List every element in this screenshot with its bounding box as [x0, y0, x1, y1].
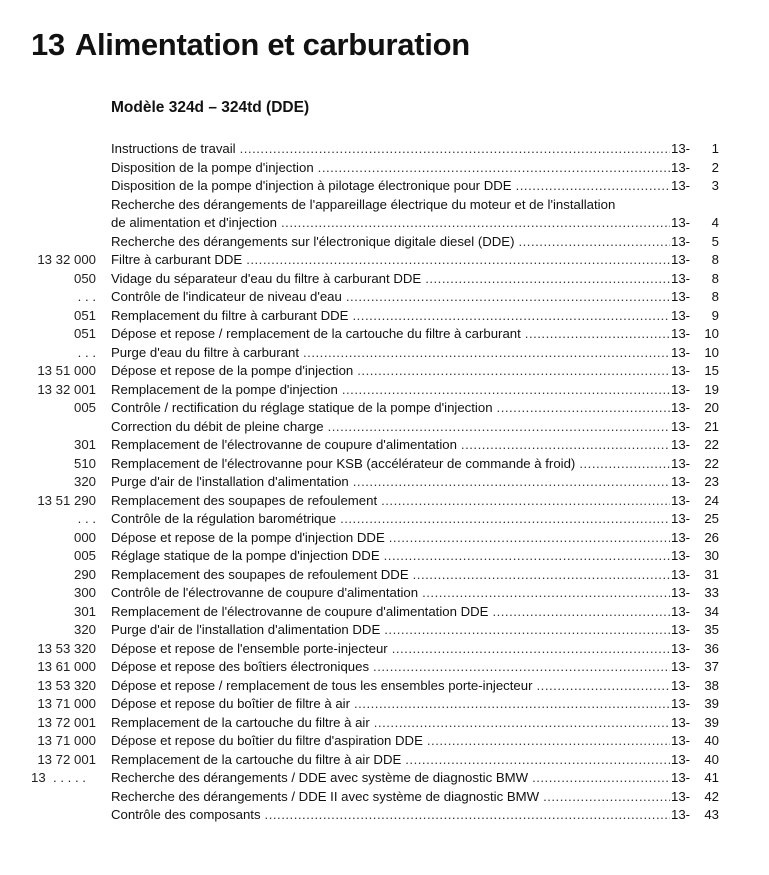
toc-dot-leader [492, 603, 670, 622]
toc-page-prefix: 13- [671, 289, 691, 304]
toc-entry-link[interactable] [111, 233, 670, 252]
toc-dot-leader [516, 177, 670, 196]
toc-dot-leader [357, 362, 670, 381]
toc-dot-leader [381, 492, 670, 511]
toc-row [0, 362, 769, 381]
toc-entry-label: Correction du débit de pleine charge [111, 418, 328, 437]
toc-page-number[interactable]: 39 [704, 696, 719, 711]
toc-page-prefix: 13- [671, 215, 691, 230]
toc-page-number[interactable]: 3 [711, 178, 719, 193]
toc-page-number[interactable]: 42 [704, 788, 719, 804]
toc-page-number[interactable]: 23 [704, 474, 719, 489]
toc-page-number[interactable]: 31 [704, 566, 719, 582]
toc-row [0, 732, 769, 751]
toc-row [0, 381, 769, 400]
toc-entry-label: Remplacement de la cartouche du filtre à air [111, 714, 374, 733]
toc-row [0, 529, 769, 548]
toc-page-prefix: 13- [671, 566, 691, 582]
toc-page-prefix: 13- [671, 733, 691, 748]
toc-entry-link[interactable] [111, 492, 670, 511]
toc-entry-label: Filtre à carburant DDE [111, 251, 246, 270]
toc-entry-link[interactable] [111, 603, 670, 622]
toc-page-prefix: 13- [671, 344, 691, 360]
toc-dot-leader [265, 806, 670, 825]
chapter-title-text: Alimentation et carburation [74, 27, 470, 62]
toc-page-number[interactable]: 9 [711, 307, 719, 323]
toc-dot-leader [340, 510, 670, 529]
toc-row [0, 140, 769, 159]
toc-dot-leader [497, 399, 670, 418]
toc-operation-code: 13 53 320 [37, 677, 96, 693]
toc-entry-link[interactable] [111, 751, 670, 770]
toc-page-number[interactable]: 38 [704, 677, 719, 693]
toc-entry-link[interactable] [111, 769, 670, 788]
toc-entry-label: Purge d'air de l'installation d'alimentation [111, 473, 353, 492]
toc-dot-leader [543, 788, 670, 807]
toc-page-number[interactable]: 37 [704, 659, 719, 674]
toc-entry-label: Remplacement des soupapes de refoulement [111, 492, 381, 511]
toc-row [0, 418, 769, 437]
toc-entry-link[interactable] [111, 140, 670, 159]
toc-row [0, 159, 769, 178]
toc-page-number[interactable]: 8 [711, 252, 719, 267]
toc-page-prefix: 13- [671, 141, 691, 156]
toc-operation-code: 13 . . . . . [31, 770, 86, 785]
toc-entry-label: Recherche des dérangements sur l'électronique digitale diesel (DDE) [111, 233, 518, 252]
toc-row [0, 233, 769, 252]
chapter-number: 13 [31, 27, 65, 62]
toc-page-prefix: 13- [671, 252, 691, 267]
toc-entry-label: Purge d'eau du filtre à carburant [111, 344, 303, 363]
toc-page-prefix: 13- [671, 511, 691, 526]
toc-row [0, 640, 769, 659]
toc-page-prefix: 13- [671, 307, 691, 323]
toc-page-prefix: 13- [671, 455, 691, 471]
toc-entry-link[interactable] [111, 344, 670, 363]
toc-dot-leader [619, 196, 670, 215]
toc-row [0, 584, 769, 603]
toc-entry-label: Dépose et repose du boîtier de filtre à air [111, 695, 354, 714]
toc-dot-leader [384, 547, 670, 566]
toc-dot-leader [346, 288, 670, 307]
toc-dot-leader [303, 344, 670, 363]
toc-page-prefix: 13- [671, 326, 691, 341]
toc-dot-leader [373, 658, 670, 677]
toc-page-number[interactable]: 41 [704, 770, 719, 785]
toc-page-prefix: 13- [671, 696, 691, 711]
toc-operation-code: 13 72 001 [37, 751, 96, 767]
toc-dot-leader [425, 270, 670, 289]
toc-dot-leader [352, 307, 670, 326]
toc-row [0, 621, 769, 640]
toc-operation-code: 320 [73, 474, 96, 489]
toc-dot-leader [427, 732, 670, 751]
toc-page-number[interactable]: 34 [704, 603, 719, 619]
toc-row [0, 251, 769, 270]
toc-operation-code: 510 [73, 455, 96, 471]
toc-entry-label: Contrôle / rectification du réglage statique de la pompe d'injection [111, 399, 497, 418]
toc-page-prefix: 13- [671, 363, 691, 378]
toc-entry-label: Vidage du séparateur d'eau du filtre à carburant DDE [111, 270, 425, 289]
toc-page-number[interactable]: 26 [704, 529, 719, 545]
toc-entry-label: de alimentation et d'injection [111, 214, 281, 233]
toc-dot-leader [579, 455, 670, 474]
toc-row [0, 677, 769, 696]
toc-entry-label: Contrôle de l'électrovanne de coupure d'alimentation [111, 584, 422, 603]
toc-entry-label: Dépose et repose du boîtier du filtre d'aspiration DDE [111, 732, 427, 751]
toc-operation-code: 051 [73, 326, 96, 341]
toc-operation-code: 051 [73, 307, 96, 323]
toc-entry-link[interactable] [111, 806, 670, 825]
toc-row [0, 325, 769, 344]
toc-page-prefix: 13- [671, 751, 691, 767]
toc-entry-label: Instructions de travail [111, 140, 240, 159]
toc-entry-label: Recherche des dérangements / DDE II avec système de diagnostic BMW [111, 788, 543, 807]
toc-page-prefix: 13- [671, 233, 691, 249]
toc-operation-code: 290 [73, 566, 96, 582]
toc-entry-label: Contrôle des composants [111, 806, 265, 825]
toc-entry-link[interactable] [111, 251, 670, 270]
toc-row [0, 769, 769, 788]
toc-entry-label: Dépose et repose / remplacement de la cartouche du filtre à carburant [111, 325, 525, 344]
toc-page-prefix: 13- [671, 418, 691, 434]
toc-page-prefix: 13- [671, 400, 691, 415]
toc-dot-leader [525, 325, 670, 344]
toc-page-prefix: 13- [671, 159, 691, 175]
toc-dot-leader [405, 751, 670, 770]
toc-page-number[interactable]: 20 [704, 400, 719, 415]
toc-entry-label: Dépose et repose de l'ensemble porte-injecteur [111, 640, 392, 659]
toc-entry-label: Recherche des dérangements de l'appareillage électrique du moteur et de l'installation [111, 196, 619, 215]
toc-entry-link[interactable] [111, 695, 670, 714]
toc-row [0, 788, 769, 807]
toc-entry-label: Remplacement du filtre à carburant DDE [111, 307, 352, 326]
toc-operation-code: 13 32 000 [37, 252, 96, 267]
toc-entry-link[interactable] [111, 288, 670, 307]
toc-dot-leader [392, 640, 670, 659]
toc-page-prefix: 13- [671, 640, 691, 656]
toc-row [0, 603, 769, 622]
toc-entry-label: Remplacement de l'électrovanne de coupure d'alimentation DDE [111, 603, 492, 622]
toc-page-number[interactable]: 10 [704, 326, 719, 341]
toc-page-prefix: 13- [671, 270, 691, 286]
toc-page-prefix: 13- [671, 659, 691, 674]
toc-row [0, 751, 769, 770]
toc-page-number[interactable]: 24 [704, 492, 719, 508]
toc-page-number[interactable]: 22 [704, 455, 719, 471]
toc-row [0, 658, 769, 677]
toc-entry-label: Dépose et repose de la pompe d'injection [111, 362, 357, 381]
toc-operation-code: . . . [77, 289, 96, 304]
toc-entry-link[interactable] [111, 640, 670, 659]
toc-page-prefix: 13- [671, 437, 691, 452]
toc-entry-label: Dépose et repose des boîtiers électroniques [111, 658, 373, 677]
toc-page-prefix: 13- [671, 770, 691, 785]
toc-entry-link[interactable] [111, 196, 670, 215]
toc-entry-link[interactable] [111, 473, 670, 492]
toc-entry-label: Recherche des dérangements / DDE avec système de diagnostic BMW [111, 769, 532, 788]
chapter-title [31, 27, 470, 63]
toc-entry-link[interactable] [111, 159, 670, 178]
toc-row [0, 455, 769, 474]
toc-operation-code: . . . [77, 511, 96, 526]
toc-entry-link[interactable] [111, 362, 670, 381]
toc-operation-code: 301 [73, 603, 96, 619]
toc-page-prefix: 13- [671, 474, 691, 489]
toc-page-prefix: 13- [671, 788, 691, 804]
toc-entry-link[interactable] [111, 270, 670, 289]
toc-row [0, 196, 769, 215]
toc-page-prefix: 13- [671, 603, 691, 619]
toc-entry-label: Disposition de la pompe d'injection [111, 159, 318, 178]
toc-row [0, 695, 769, 714]
table-of-contents [0, 140, 769, 825]
toc-page-number[interactable]: 30 [704, 548, 719, 563]
toc-row [0, 307, 769, 326]
toc-dot-leader [328, 418, 670, 437]
toc-page-number[interactable]: 25 [704, 511, 719, 526]
toc-entry-label: Dépose et repose de la pompe d'injection DDE [111, 529, 389, 548]
toc-entry-link[interactable] [111, 566, 670, 585]
toc-operation-code: 301 [73, 437, 96, 452]
toc-operation-code: 005 [73, 548, 96, 563]
toc-operation-code: 13 53 320 [37, 640, 96, 656]
toc-dot-leader [342, 381, 670, 400]
toc-entry-label: Disposition de la pompe d'injection à pilotage électronique pour DDE [111, 177, 516, 196]
toc-page-number[interactable]: 21 [704, 418, 719, 434]
toc-entry-link[interactable] [111, 584, 670, 603]
toc-row [0, 806, 769, 825]
toc-row [0, 344, 769, 363]
toc-page-number[interactable]: 15 [704, 363, 719, 378]
toc-page-number[interactable]: 33 [704, 585, 719, 600]
toc-dot-leader [384, 621, 670, 640]
toc-page-number[interactable]: 10 [704, 344, 719, 360]
toc-entry-link[interactable] [111, 177, 670, 196]
toc-row [0, 714, 769, 733]
toc-row [0, 547, 769, 566]
toc-entry-label: Contrôle de la régulation barométrique [111, 510, 340, 529]
toc-entry-link[interactable] [111, 307, 670, 326]
toc-dot-leader [353, 473, 670, 492]
toc-dot-leader [537, 677, 671, 696]
toc-operation-code: 13 32 001 [37, 381, 96, 397]
toc-entry-link[interactable] [111, 325, 670, 344]
toc-page-prefix: 13- [671, 677, 691, 693]
toc-entry-label: Remplacement de la pompe d'injection [111, 381, 342, 400]
toc-entry-link[interactable] [111, 214, 670, 233]
toc-entry-link[interactable] [111, 788, 670, 807]
toc-dot-leader [518, 233, 670, 252]
toc-page-prefix: 13- [671, 548, 691, 563]
toc-entry-label: Purge d'air de l'installation d'alimentation DDE [111, 621, 384, 640]
toc-row [0, 399, 769, 418]
toc-dot-leader [461, 436, 670, 455]
toc-entry-link[interactable] [111, 510, 670, 529]
toc-operation-code: 13 72 001 [37, 714, 96, 730]
toc-page-number[interactable]: 40 [704, 751, 719, 767]
toc-entry-label: Dépose et repose / remplacement de tous les ensembles porte-injecteur [111, 677, 537, 696]
toc-entry-label: Remplacement de l'électrovanne pour KSB (accélérateur de commande à froid) [111, 455, 579, 474]
toc-page-number[interactable]: 36 [704, 640, 719, 656]
toc-entry-link[interactable] [111, 621, 670, 640]
toc-page-number[interactable]: 1 [711, 141, 719, 156]
toc-page-prefix: 13- [671, 529, 691, 545]
toc-row [0, 492, 769, 511]
toc-entry-label: Réglage statique de la pompe d'injection DDE [111, 547, 384, 566]
toc-dot-leader [354, 695, 670, 714]
toc-dot-leader [532, 769, 670, 788]
toc-page-number[interactable]: 8 [711, 270, 719, 286]
toc-dot-leader [413, 566, 670, 585]
toc-entry-link[interactable] [111, 714, 670, 733]
toc-page-prefix: 13- [671, 178, 691, 193]
toc-page-number[interactable]: 19 [704, 381, 719, 397]
toc-dot-leader [281, 214, 670, 233]
toc-dot-leader [318, 159, 670, 178]
toc-entry-label: Remplacement de la cartouche du filtre à air DDE [111, 751, 405, 770]
toc-entry-link[interactable] [111, 529, 670, 548]
toc-entry-label: Remplacement de l'électrovanne de coupure d'alimentation [111, 436, 461, 455]
model-heading: Modèle 324d – 324td (DDE) [111, 99, 310, 116]
toc-row [0, 270, 769, 289]
toc-page-number[interactable]: 22 [704, 437, 719, 452]
toc-dot-leader [374, 714, 670, 733]
toc-entry-link[interactable] [111, 418, 670, 437]
toc-row [0, 510, 769, 529]
toc-page-prefix: 13- [671, 622, 691, 637]
toc-operation-code: 050 [73, 270, 96, 286]
toc-entry-label: Contrôle de l'indicateur de niveau d'eau [111, 288, 346, 307]
toc-row [0, 288, 769, 307]
toc-dot-leader [389, 529, 670, 548]
toc-page-number[interactable]: 4 [711, 215, 719, 230]
toc-page-number[interactable]: 39 [704, 714, 719, 730]
toc-page-number[interactable]: 8 [711, 289, 719, 304]
toc-entry-link[interactable] [111, 732, 670, 751]
toc-entry-link[interactable] [111, 381, 670, 400]
toc-entry-link[interactable] [111, 677, 670, 696]
toc-row [0, 177, 769, 196]
toc-operation-code: 13 51 290 [37, 492, 96, 508]
toc-entry-link[interactable] [111, 658, 670, 677]
toc-row [0, 473, 769, 492]
toc-operation-code: 300 [73, 585, 96, 600]
toc-row [0, 566, 769, 585]
toc-entry-label: Remplacement des soupapes de refoulement DDE [111, 566, 413, 585]
toc-operation-code: 000 [73, 529, 96, 545]
toc-row [0, 436, 769, 455]
toc-dot-leader [240, 140, 670, 159]
toc-page-prefix: 13- [671, 585, 691, 600]
toc-row [0, 214, 769, 233]
toc-page-number[interactable]: 35 [704, 622, 719, 637]
toc-page-prefix: 13- [671, 807, 691, 822]
toc-page-number[interactable]: 40 [704, 733, 719, 748]
toc-operation-code: 13 61 000 [37, 659, 96, 674]
toc-entry-link[interactable] [111, 436, 670, 455]
toc-page-prefix: 13- [671, 492, 691, 508]
toc-page-number[interactable]: 2 [711, 159, 719, 175]
toc-entry-link[interactable] [111, 455, 670, 474]
toc-operation-code: 13 51 000 [37, 363, 96, 378]
toc-operation-code: 320 [73, 622, 96, 637]
toc-operation-code: 13 71 000 [37, 696, 96, 711]
toc-page-prefix: 13- [671, 381, 691, 397]
toc-dot-leader [246, 251, 670, 270]
toc-operation-code: . . . [77, 344, 96, 360]
toc-dot-leader [422, 584, 670, 603]
toc-entry-link[interactable] [111, 547, 670, 566]
toc-page-number[interactable]: 43 [704, 807, 719, 822]
toc-operation-code: 005 [73, 400, 96, 415]
toc-entry-link[interactable] [111, 399, 670, 418]
toc-page-number[interactable]: 5 [711, 233, 719, 249]
toc-operation-code: 13 71 000 [37, 733, 96, 748]
toc-page-prefix: 13- [671, 714, 691, 730]
